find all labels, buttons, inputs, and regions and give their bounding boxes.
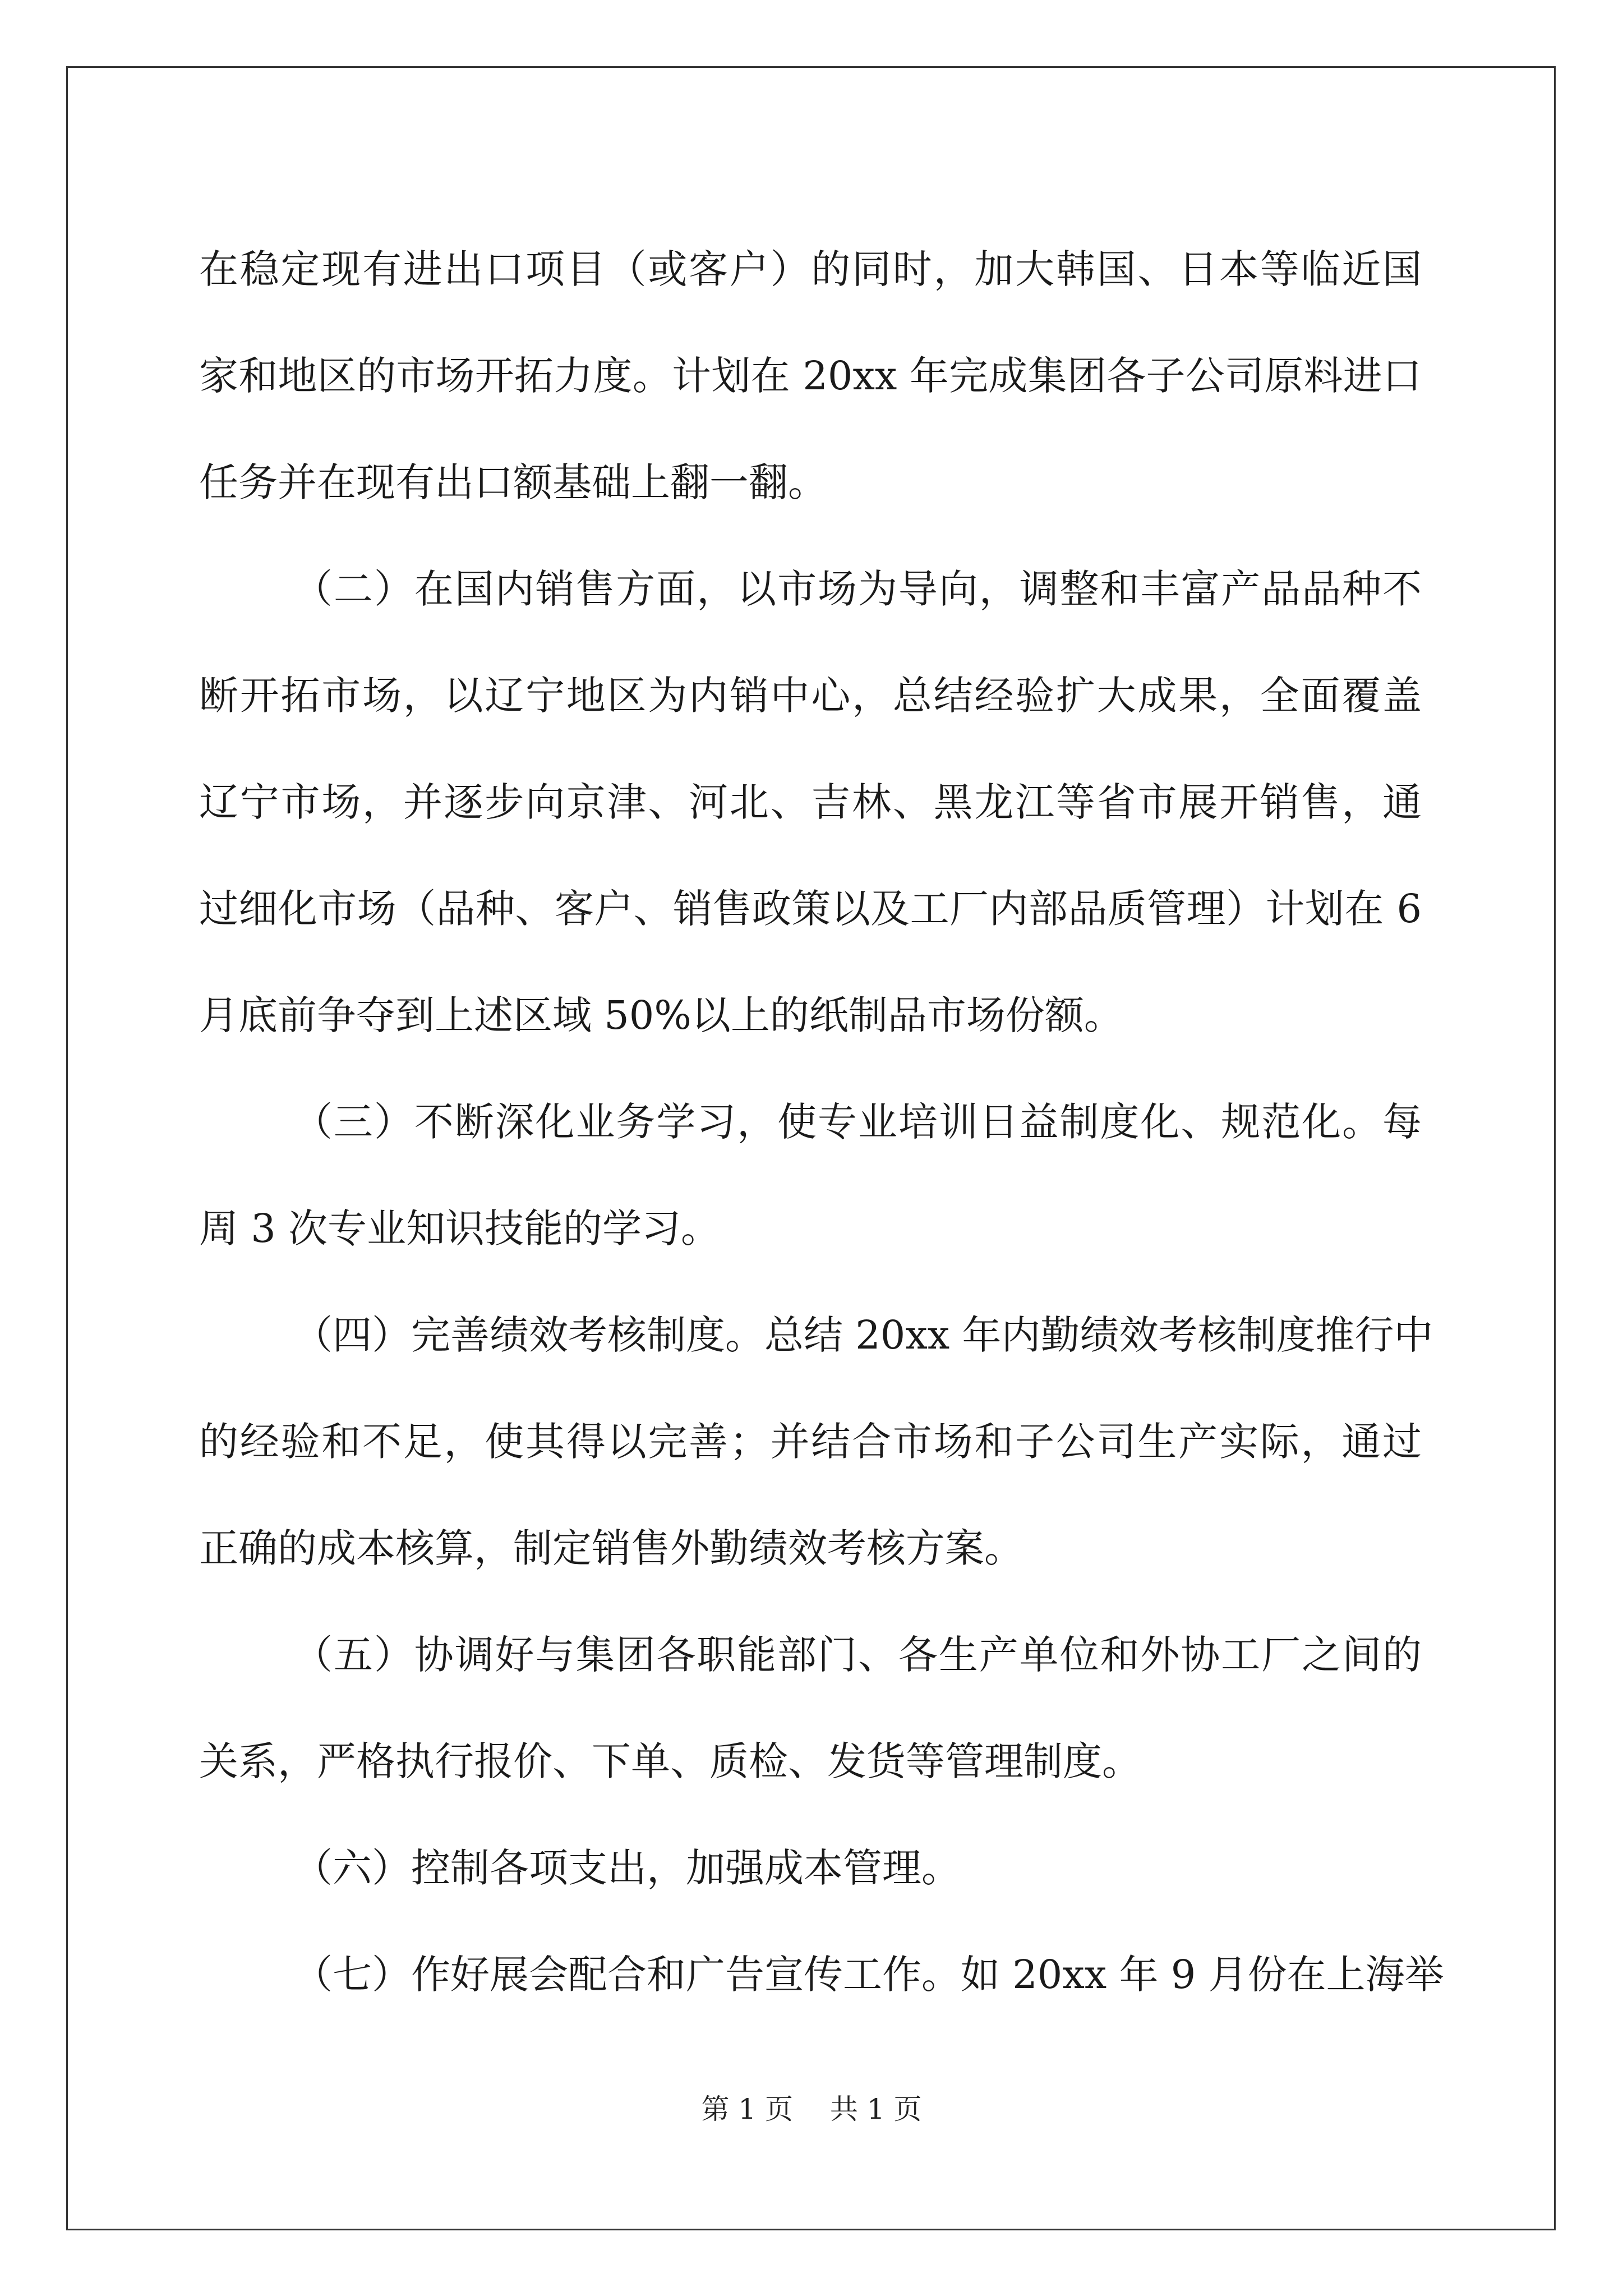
text-line: 过细化市场（品种、客户、销售政策以及工厂内部品质管理）计划在 6 xyxy=(199,886,1422,932)
text-line: 月底前争夺到上述区域 50%以上的纸制品市场份额。 xyxy=(199,992,1123,1038)
page-number-total: 共 1 页 xyxy=(829,2093,922,2125)
text-line: （三）不断深化业务学习，使专业培训日益制度化、规范化。每 xyxy=(293,1099,1422,1145)
document-body xyxy=(199,216,1444,2028)
text-line: 周 3 次专业知识技能的学习。 xyxy=(199,1205,721,1251)
page-footer xyxy=(0,2087,1623,2127)
text-line: （七）作好展会配合和广告宣传工作。如 20xx 年 9 月份在上海举 xyxy=(293,1952,1444,1998)
text-line: 的经验和不足，使其得以完善；并结合市场和子公司生产实际，通过 xyxy=(199,1419,1422,1465)
text-line: （六）控制各项支出，加强成本管理。 xyxy=(293,1845,961,1891)
page-number-current: 第 1 页 xyxy=(701,2093,794,2125)
text-line: （四）完善绩效考核制度。总结 20xx 年内勤绩效考核制度推行中 xyxy=(293,1312,1433,1358)
text-line: 正确的成本核算，制定销售外勤绩效考核方案。 xyxy=(199,1525,1023,1571)
text-line: 断开拓市场，以辽宁地区为内销中心，总结经验扩大成果，全面覆盖 xyxy=(199,673,1422,719)
text-line: （五）协调好与集团各职能部门、各生产单位和外协工厂之间的 xyxy=(293,1632,1422,1678)
text-line: 任务并在现有出口额基础上翻一翻。 xyxy=(199,459,827,505)
text-line: 家和地区的市场开拓力度。计划在 20xx 年完成集团各子公司原料进口 xyxy=(199,353,1422,399)
text-line: 辽宁市场，并逐步向京津、河北、吉林、黑龙江等省市展开销售，通 xyxy=(199,779,1422,825)
text-line: 关系，严格执行报价、下单、质检、发货等管理制度。 xyxy=(199,1738,1141,1784)
text-line: 在稳定现有进出口项目（或客户）的同时，加大韩国、日本等临近国 xyxy=(199,246,1422,292)
text-line: （二）在国内销售方面，以市场为导向，调整和丰富产品品种不 xyxy=(293,566,1422,612)
